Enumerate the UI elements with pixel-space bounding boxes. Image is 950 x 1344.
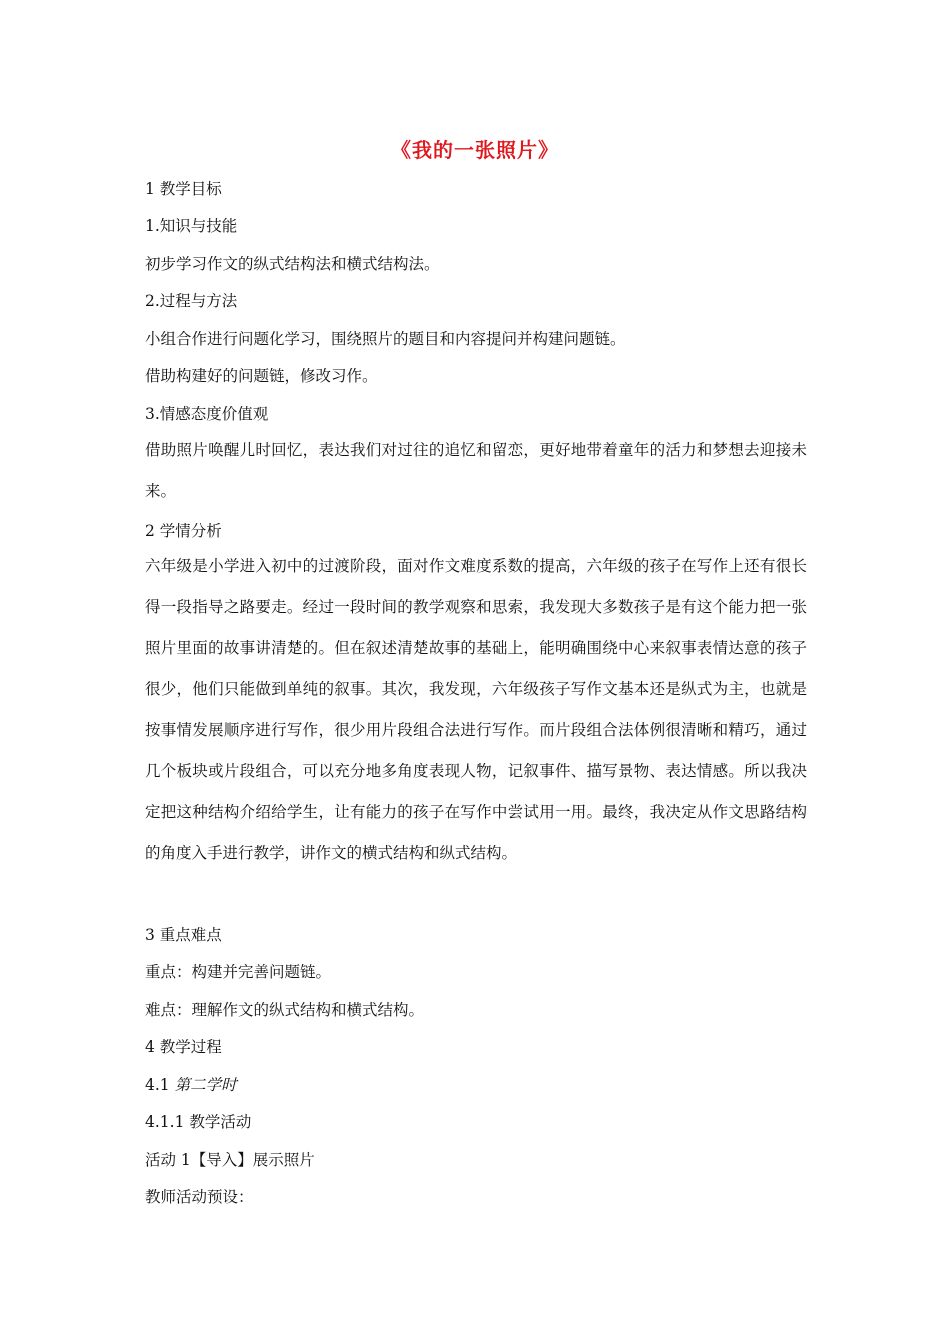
values-paragraph bbox=[145, 430, 807, 512]
focus-heading: 3 重点难点 bbox=[145, 926, 222, 944]
analysis-heading: 2 学情分析 bbox=[145, 522, 222, 540]
teacher-preset: 教师活动预设： bbox=[145, 1188, 254, 1206]
process-heading: 2.过程与方法 bbox=[145, 292, 238, 310]
values-heading: 3.情感态度价值观 bbox=[145, 405, 269, 423]
section-4-1-number: 4.1 bbox=[145, 1076, 175, 1094]
section-4-1-title: 第二学时 bbox=[174, 1076, 237, 1094]
document-title: 《我的一张照片》 bbox=[391, 138, 559, 162]
section-4-1 bbox=[145, 1075, 237, 1095]
analysis-text: 六年级是小学进入初中的过渡阶段，面对作文难度系数的提高，六年级的孩子在写作上还有很长得一段指导之路要走。经过一段时间的教学观察和思索，我发现大多数孩子是有这个能力把一张照片里面的故事讲清楚的。但在叙述清楚故事的基础上，能明确围绕中心来叙事表情达意的孩子很少，他们只能做到单纯的叙事。其次，我发现，六年级孩子写作文基本还是纵式为主，也就是按事情发展顺序进行写作，很少用片段组合法进行写作。而片段组合法体例很清晰和精巧，通过几个板块或片段组合，可以充分地多角度表现人物，记叙事件、描写景物、表达情感。所以我决定把这种结构介绍给学生，让有能力的孩子在写作中尝试用一用。最终，我决定从作文思路结构的角度入手进行教学，讲作文的横式结构和纵式结构。 bbox=[145, 557, 807, 862]
objectives-heading: 1 教学目标 bbox=[145, 180, 222, 198]
focus-difficult-point: 难点：理解作文的纵式结构和横式结构。 bbox=[145, 1001, 425, 1019]
knowledge-text: 初步学习作文的纵式结构法和横式结构法。 bbox=[145, 255, 440, 273]
process4-heading: 4 教学过程 bbox=[145, 1038, 222, 1056]
values-text: 借助照片唤醒儿时回忆，表达我们对过往的追忆和留恋，更好地带着童年的活力和梦想去迎接未来。 bbox=[145, 441, 807, 500]
process-text-1: 小组合作进行问题化学习，围绕照片的题目和内容提问并构建问题链。 bbox=[145, 330, 626, 348]
analysis-paragraph bbox=[145, 546, 807, 874]
focus-key-point: 重点：构建并完善问题链。 bbox=[145, 963, 332, 981]
section-4-1-1: 4.1.1 教学活动 bbox=[145, 1113, 252, 1131]
process-text-2: 借助构建好的问题链，修改习作。 bbox=[145, 367, 378, 385]
activity-1: 活动 1【导入】展示照片 bbox=[145, 1151, 315, 1169]
knowledge-heading: 1.知识与技能 bbox=[145, 217, 238, 235]
